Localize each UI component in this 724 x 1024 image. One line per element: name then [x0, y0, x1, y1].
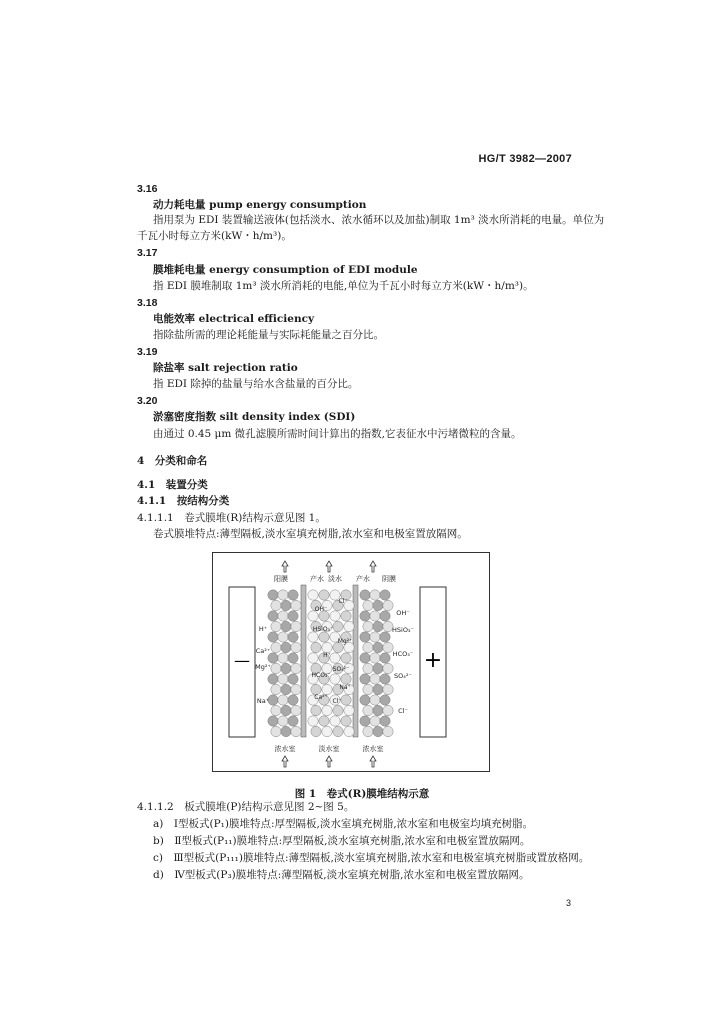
flow-arrow-icon — [326, 756, 332, 767]
document-id-header: HG/T 3982—2007 — [478, 153, 572, 165]
top-label: 产水 — [356, 575, 370, 583]
top-label: 阳膜 — [274, 575, 288, 583]
term-definition: 千瓦小时每立方米(kW・h/m³)。 — [137, 230, 292, 242]
resin-bead — [363, 726, 373, 736]
resin-bead — [291, 621, 301, 631]
resin-bead — [288, 590, 298, 600]
resin-bead — [370, 611, 380, 621]
ion-label: SO₄²⁻ — [332, 666, 350, 673]
flow-arrow-icon — [370, 561, 376, 572]
ion-label: SO₄²⁻ — [394, 672, 412, 680]
resin-bead — [278, 653, 288, 663]
resin-bead — [319, 716, 329, 726]
resin-bead — [373, 621, 383, 631]
page-number: 3 — [566, 898, 572, 908]
clause-number: 3.18 — [137, 297, 158, 309]
resin-bead — [363, 684, 373, 694]
resin-bead — [383, 663, 393, 673]
resin-bead — [363, 663, 373, 673]
resin-bead — [330, 653, 340, 663]
resin-bead — [268, 695, 278, 705]
resin-bead — [370, 674, 380, 684]
resin-bead — [380, 653, 390, 663]
list-item: a) Ⅰ型板式(P₁)膜堆特点:厚型隔板,淡水室填充树脂,浓水室和电极室均填充树脂。 — [153, 818, 534, 830]
paragraph: 4.1.1.1 卷式膜堆(R)结构示意见图 1。 — [137, 512, 326, 524]
resin-bead — [278, 632, 288, 642]
resin-bead — [281, 663, 291, 673]
resin-bead — [370, 716, 380, 726]
ion-label: Na⁺ — [256, 697, 270, 705]
ion-label: Cl⁻ — [338, 598, 348, 605]
resin-bead — [308, 716, 318, 726]
resin-bead — [288, 653, 298, 663]
resin-bead — [344, 621, 354, 631]
resin-bead — [333, 726, 343, 736]
ion-label: HCO₃⁻ — [392, 650, 414, 658]
term-definition: 指 EDI 膜堆制取 1m³ 淡水所消耗的电能,单位为千瓦小时每立方米(kW・h/m³)。 — [153, 280, 534, 292]
resin-bead — [380, 674, 390, 684]
resin-bead — [278, 611, 288, 621]
resin-bead — [311, 642, 321, 652]
resin-bead — [271, 663, 281, 673]
ion-label: HSiO₃⁻ — [392, 626, 414, 634]
resin-bead — [341, 653, 351, 663]
cation-membrane — [301, 585, 306, 737]
resin-bead — [268, 716, 278, 726]
resin-bead — [268, 611, 278, 621]
resin-bead — [373, 684, 383, 694]
resin-bead — [322, 726, 332, 736]
resin-bead — [373, 726, 383, 736]
resin-bead — [373, 663, 383, 673]
flow-arrow-icon — [282, 561, 288, 572]
term-heading: 膜堆耗电量 energy consumption of EDI module — [153, 264, 418, 276]
resin-bead — [370, 632, 380, 642]
resin-bead — [278, 674, 288, 684]
resin-bead — [360, 653, 370, 663]
resin-bead — [311, 726, 321, 736]
resin-bead — [373, 705, 383, 715]
resin-bead — [380, 632, 390, 642]
clause-number: 3.16 — [137, 183, 158, 195]
resin-bead — [319, 590, 329, 600]
resin-bead — [278, 590, 288, 600]
clause-number: 3.19 — [137, 346, 158, 358]
resin-bead — [383, 705, 393, 715]
resin-bead — [271, 642, 281, 652]
ion-label: H⁺ — [258, 625, 268, 633]
resin-bead — [341, 716, 351, 726]
paragraph: 卷式膜堆特点:薄型隔板,淡水室填充树脂,浓水室和电极室置放隔网。 — [153, 528, 468, 540]
resin-bead — [330, 716, 340, 726]
resin-bead — [363, 642, 373, 652]
resin-bead — [341, 611, 351, 621]
resin-bead — [380, 695, 390, 705]
resin-bead — [281, 684, 291, 694]
term-heading: 动力耗电量 pump energy consumption — [153, 199, 367, 211]
resin-bead — [308, 590, 318, 600]
resin-bead — [383, 726, 393, 736]
resin-bead — [360, 695, 370, 705]
resin-bead — [333, 621, 343, 631]
resin-bead — [308, 632, 318, 642]
resin-bead — [370, 695, 380, 705]
resin-bead — [288, 674, 298, 684]
resin-bead — [370, 653, 380, 663]
ion-label: HSiO₃⁻ — [312, 626, 334, 633]
resin-bead — [288, 611, 298, 621]
term-heading: 淤塞密度指数 silt density index (SDI) — [153, 411, 356, 423]
resin-bead — [380, 716, 390, 726]
resin-bead — [291, 663, 301, 673]
ion-label: Ca²⁺ — [255, 647, 271, 655]
resin-bead — [383, 600, 393, 610]
ion-label: Cl⁻ — [332, 698, 342, 705]
top-label: 淡水 — [328, 575, 342, 583]
resin-bead — [383, 684, 393, 694]
resin-bead — [288, 716, 298, 726]
clause-number: 3.20 — [137, 395, 158, 407]
resin-bead — [291, 642, 301, 652]
resin-bead — [278, 695, 288, 705]
resin-bead — [360, 674, 370, 684]
resin-bead — [344, 705, 354, 715]
resin-bead — [271, 705, 281, 715]
flow-arrow-icon — [282, 756, 288, 767]
resin-bead — [363, 600, 373, 610]
term-definition: 指 EDI 除掉的盐量与给水含盐量的百分比。 — [153, 378, 359, 390]
resin-bead — [373, 642, 383, 652]
resin-bead — [281, 705, 291, 715]
resin-bead — [330, 611, 340, 621]
term-definition: 由通过 0.45 μm 微孔滤膜所需时间计算出的指数,它表征水中污堵微粒的含量。 — [153, 428, 522, 440]
flow-arrow-icon — [370, 756, 376, 767]
subsection-heading: 4.1 装置分类 — [137, 479, 208, 491]
flow-arrow-icon — [326, 561, 332, 572]
resin-bead — [319, 632, 329, 642]
resin-bead — [360, 611, 370, 621]
resin-bead — [291, 705, 301, 715]
section-heading: 4 分类和命名 — [137, 455, 208, 467]
clause-number: 3.17 — [137, 247, 158, 259]
list-item: d) Ⅳ型板式(P₃)膜堆特点:薄型隔板,淡水室填充树脂,浓水室和电极室置放隔网。 — [153, 869, 530, 881]
resin-bead — [373, 600, 383, 610]
resin-bead — [341, 674, 351, 684]
list-item: b) Ⅱ型板式(P₁₁)膜堆特点:厚型隔板,淡水室填充树脂,浓水室和电极室置放隔网。 — [153, 835, 531, 847]
resin-bead — [341, 695, 351, 705]
paragraph: 4.1.1.2 板式膜堆(P)结构示意见图 2~图 5。 — [137, 801, 355, 813]
resin-bead — [322, 705, 332, 715]
ion-label: OH⁻ — [396, 609, 410, 617]
ion-label: Cl⁻ — [398, 707, 408, 715]
ion-label: OH⁻ — [314, 606, 328, 613]
resin-bead — [380, 590, 390, 600]
subsection-heading: 4.1.1 按结构分类 — [137, 495, 230, 507]
resin-bead — [363, 705, 373, 715]
bottom-label: 浓水室 — [274, 745, 296, 753]
resin-bead — [291, 726, 301, 736]
ion-label: Mg²⁺ — [337, 638, 353, 645]
resin-bead — [268, 674, 278, 684]
bottom-label: 浓水室 — [362, 745, 384, 753]
anode-symbol: + — [423, 648, 443, 673]
resin-bead — [281, 726, 291, 736]
term-heading: 电能效率 electrical efficiency — [153, 313, 315, 325]
figure-1-diagram — [212, 552, 490, 772]
resin-bead — [288, 632, 298, 642]
term-heading: 除盐率 salt rejection ratio — [153, 362, 298, 374]
resin-bead — [271, 621, 281, 631]
resin-bead — [370, 590, 380, 600]
figure-1-svg — [213, 553, 489, 771]
resin-bead — [278, 716, 288, 726]
resin-bead — [344, 726, 354, 736]
resin-bead — [268, 590, 278, 600]
bottom-label: 淡水室 — [318, 745, 340, 753]
list-item: c) Ⅲ型板式(P₁₁₁)膜堆特点:薄型隔板,淡水室填充树脂,浓水室和电极室填充树脂或置放格网。 — [153, 852, 590, 864]
ion-label: Na⁺ — [339, 684, 351, 691]
resin-bead — [281, 600, 291, 610]
resin-bead — [291, 684, 301, 694]
resin-bead — [271, 600, 281, 610]
resin-bead — [330, 674, 340, 684]
resin-bead — [360, 590, 370, 600]
resin-bead — [363, 621, 373, 631]
resin-bead — [380, 611, 390, 621]
resin-bead — [308, 653, 318, 663]
ion-label: Mg²⁺ — [255, 663, 271, 671]
resin-bead — [281, 642, 291, 652]
resin-bead — [271, 726, 281, 736]
term-definition: 指用泵为 EDI 装置输送液体(包括淡水、浓水循环以及加盐)制取 1m³ 淡水所消耗的电量。单位为 — [153, 214, 605, 226]
resin-bead — [288, 695, 298, 705]
resin-bead — [291, 600, 301, 610]
resin-bead — [268, 632, 278, 642]
resin-bead — [360, 632, 370, 642]
ion-label: HCO₃⁻ — [311, 672, 331, 679]
resin-bead — [311, 705, 321, 715]
cathode-symbol: — — [234, 651, 250, 670]
top-label: 阴膜 — [382, 575, 396, 583]
term-definition: 指除盐所需的理论耗能量与实际耗能量之百分比。 — [153, 329, 384, 341]
figure-caption: 图 1 卷式(R)膜堆结构示意 — [294, 788, 430, 800]
ion-label: Ca²⁺ — [314, 694, 328, 701]
resin-bead — [360, 716, 370, 726]
resin-bead — [333, 705, 343, 715]
resin-bead — [271, 684, 281, 694]
resin-bead — [383, 642, 393, 652]
top-label: 产水 — [310, 575, 324, 583]
resin-bead — [281, 621, 291, 631]
resin-beads — [268, 590, 393, 737]
ion-label: H⁺ — [323, 652, 331, 659]
